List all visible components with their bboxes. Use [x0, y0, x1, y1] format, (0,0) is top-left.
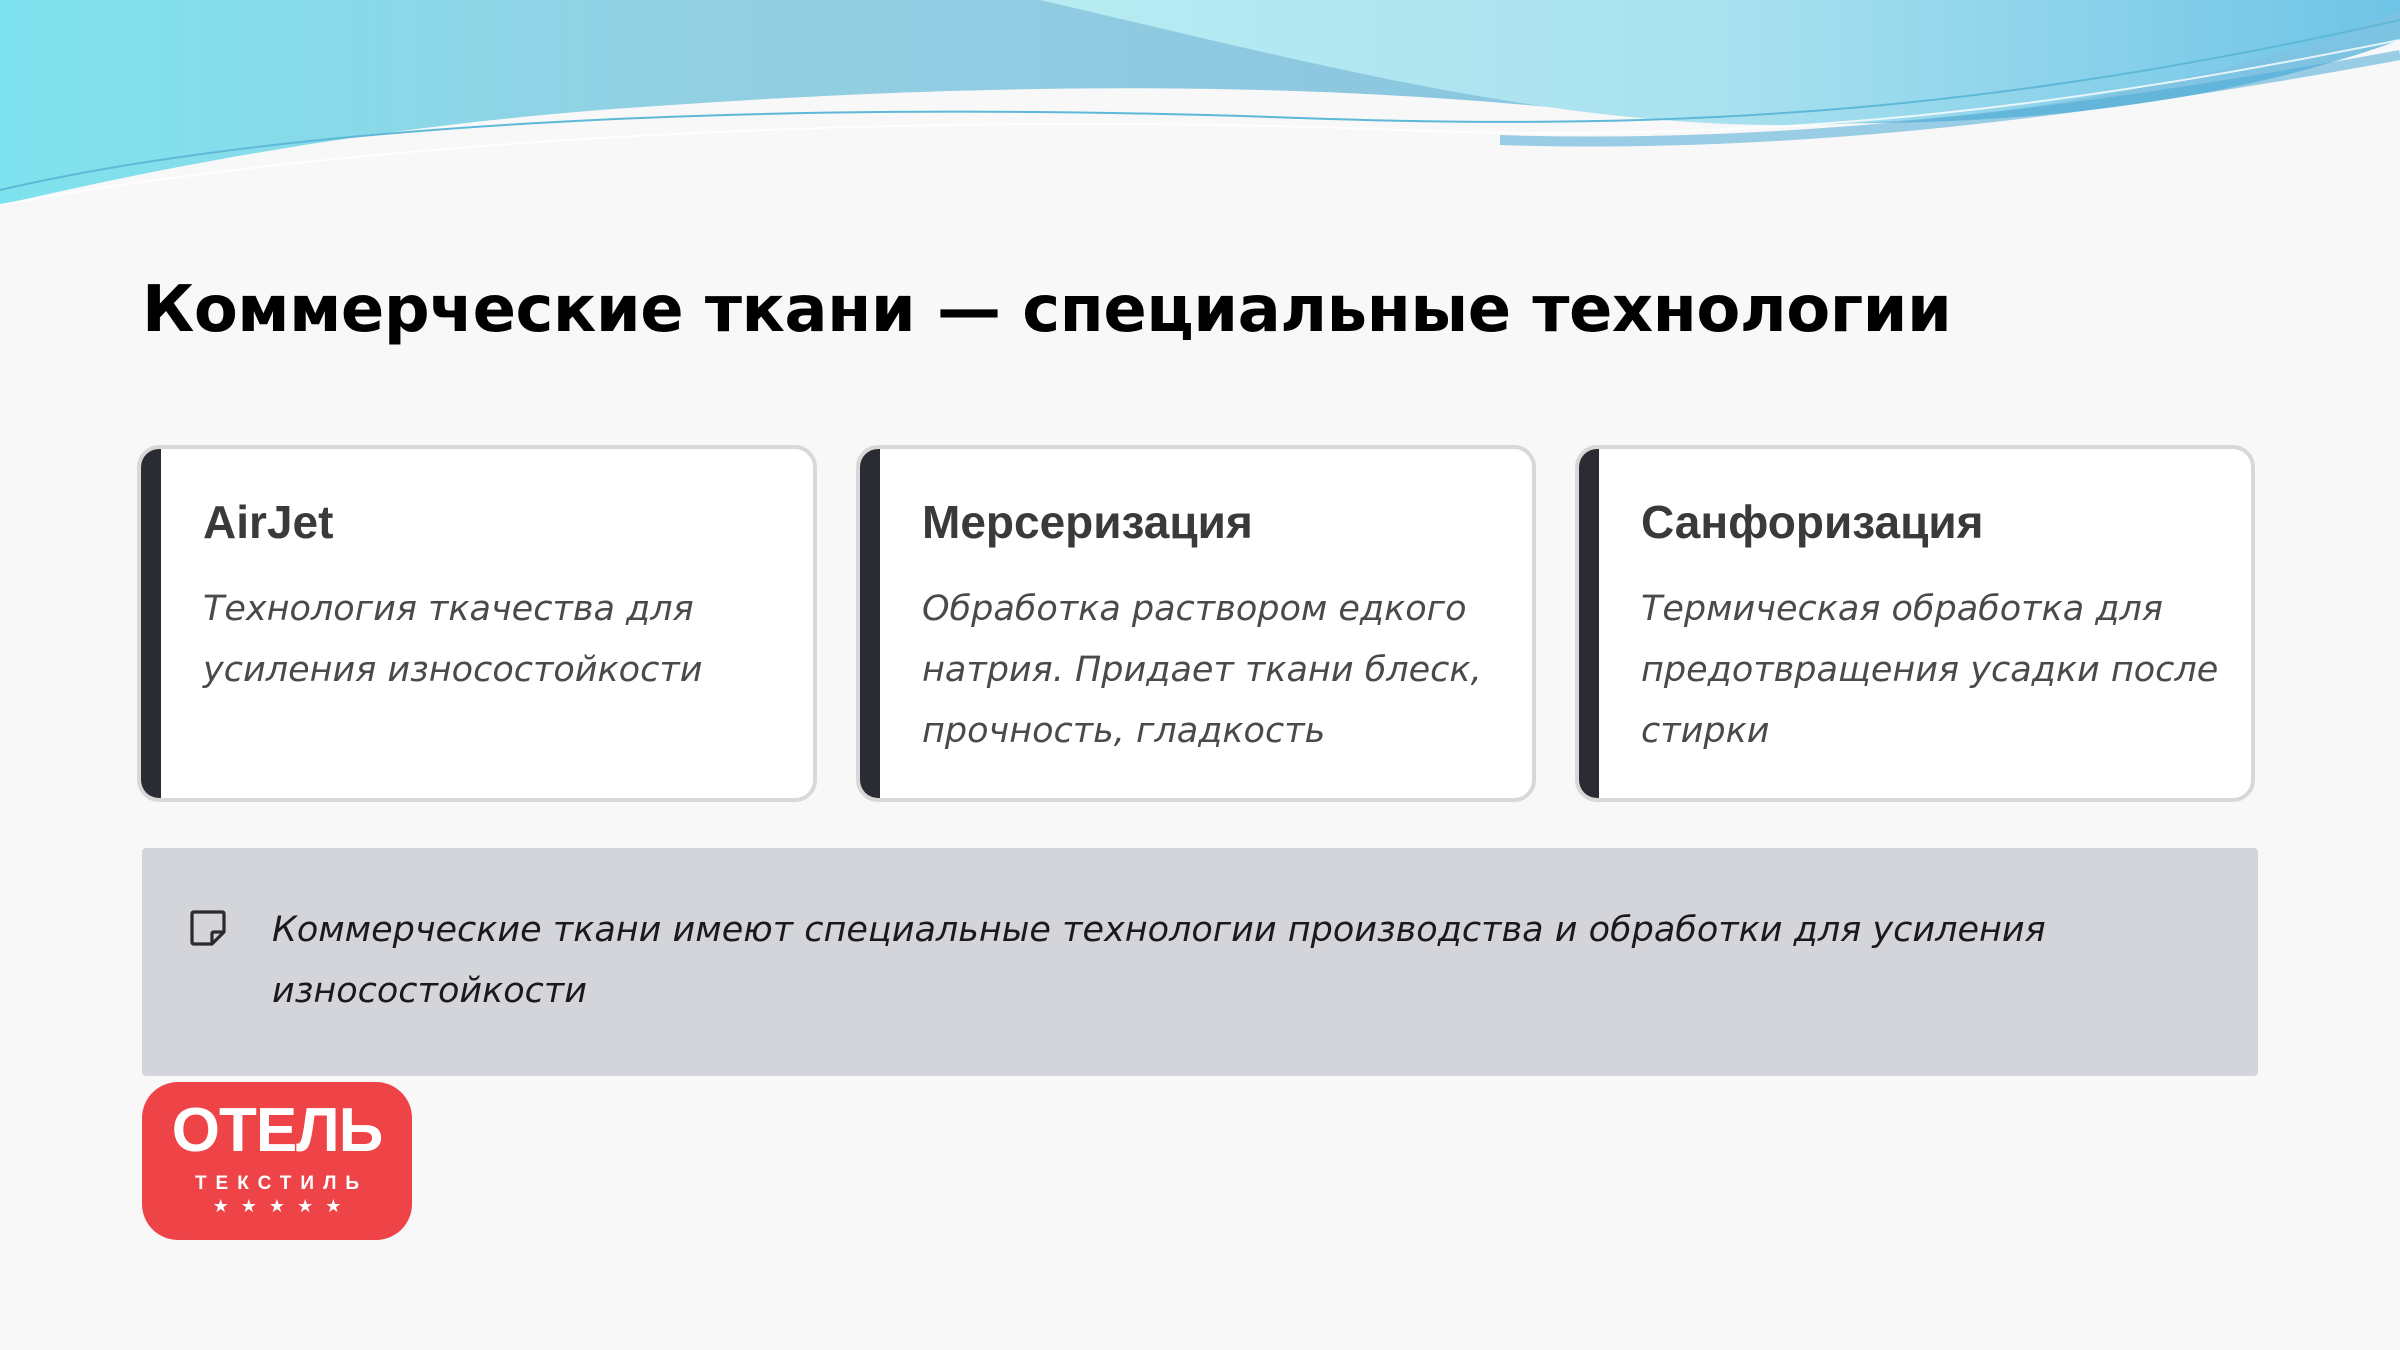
card-title: Мерсеризация [922, 496, 1253, 548]
card-title: AirJet [203, 496, 334, 548]
logo-stars: ★★★★★ [212, 1196, 354, 1217]
note-icon [188, 908, 228, 948]
card-text: Термическая обработка для предотвращения усадки после стирки [1641, 589, 2219, 751]
card-text: Обработка раствором едкого натрия. Придает ткани блеск, прочность, гладкость [922, 589, 1482, 751]
card-accent-bar [1579, 449, 1599, 798]
card-text: Технология ткачества для усиления износостойкости [203, 589, 703, 690]
note-box [142, 848, 2258, 1076]
logo-main-text: ОТЕЛЬ [171, 1096, 383, 1165]
page-title: Коммерческие ткани — специальные технологии [142, 273, 1952, 347]
brand-logo [142, 1082, 412, 1240]
card-accent-bar [860, 449, 880, 798]
logo-sub-text: ТЕКСТИЛЬ [194, 1173, 369, 1194]
card-accent-bar [141, 449, 161, 798]
card-mercerization [856, 445, 1536, 802]
note-text: Коммерческие ткани имеют специальные технологии производства и обработки для усиления износостойкости [272, 910, 2046, 1011]
card-airjet [137, 445, 817, 802]
card-sanforization [1575, 445, 2255, 802]
card-title: Санфоризация [1641, 496, 1984, 548]
header-wave-decoration [0, 0, 2400, 240]
